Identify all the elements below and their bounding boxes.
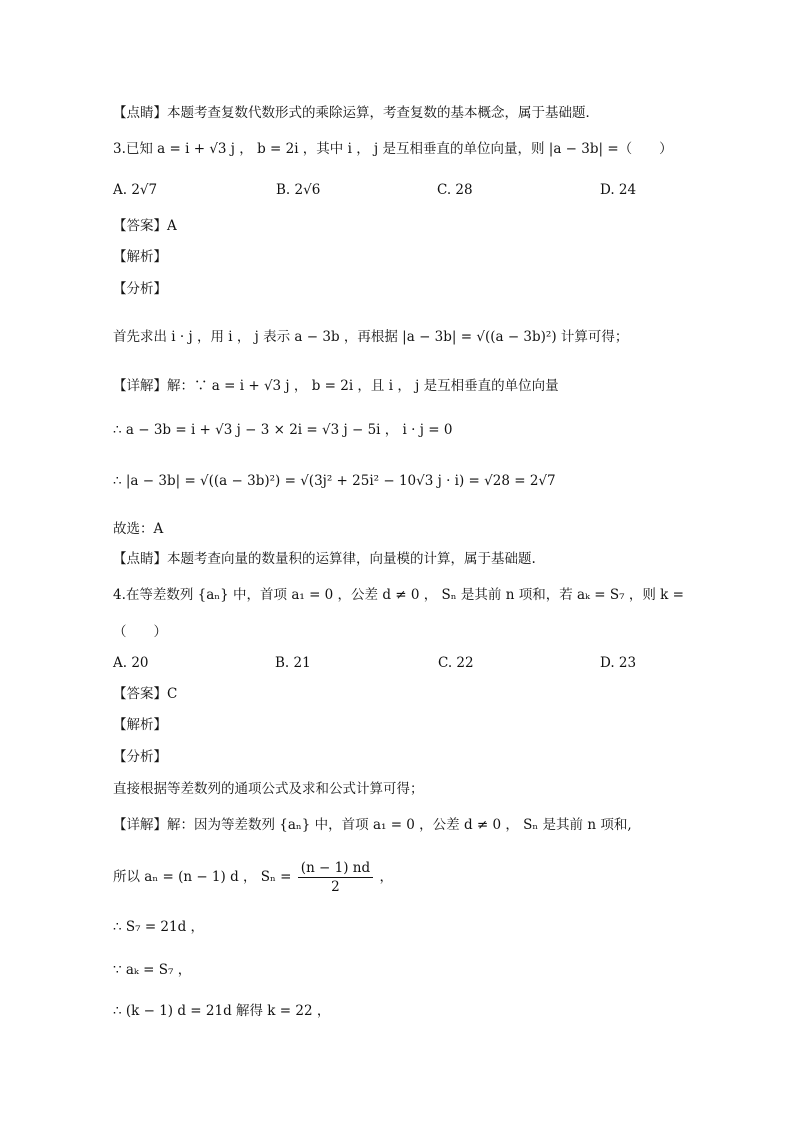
analysis-header-4: 【解析】 bbox=[113, 717, 167, 733]
detail-4-line-5: ∴ (k − 1) d = 21d 解得 k = 22 ， bbox=[113, 1003, 331, 1019]
note-line-vector: 【点睛】本题考查向量的数量积的运算律，向量模的计算，属于基础题. bbox=[113, 551, 536, 567]
q4-option-a: A. 20 bbox=[113, 655, 149, 671]
q3-option-a: A. 2√7 bbox=[113, 182, 158, 198]
detail-4-line-1: 【详解】解：因为等差数列 {aₙ} 中，首项 a₁ = 0 ，公差 d ≠ 0 ， Sₙ 是其前 n 项和, bbox=[113, 817, 632, 833]
analysis-header-3: 【解析】 bbox=[113, 249, 167, 265]
detail-3-line-3: ∴ |a − 3b| = √((a − 3b)²) = √(3j² + 25i² − 10√3 j · i) = √28 = 2√7 bbox=[113, 473, 556, 489]
fraction bbox=[298, 859, 373, 896]
detail-4-line-2 bbox=[113, 857, 393, 897]
q4-option-d: D. 23 bbox=[600, 655, 637, 671]
detail-4-line-2-suffix: ， bbox=[379, 869, 393, 885]
detail-4-line-4: ∵ aₖ = S₇ ， bbox=[113, 962, 192, 978]
fenxi-text-4: 直接根据等差数列的通项公式及求和公式计算可得； bbox=[113, 781, 424, 797]
q3-option-d: D. 24 bbox=[600, 182, 637, 198]
fraction-numerator: (n − 1) nd bbox=[298, 859, 373, 878]
question-4-paren: （ ） bbox=[113, 624, 167, 640]
q3-option-b: B. 2√6 bbox=[276, 182, 321, 198]
answer-4: 【答案】C bbox=[113, 686, 178, 702]
detail-4-line-3: ∴ S₇ = 21d ， bbox=[113, 919, 205, 935]
fenxi-header-4: 【分析】 bbox=[113, 749, 167, 765]
detail-4-line-2-prefix: 所以 aₙ = (n − 1) d ， Sₙ = bbox=[113, 869, 292, 885]
detail-3-line-1: 【详解】解：∵ a = i + √3 j ， b = 2i ，且 i ， j 是互相垂直的单位向量 bbox=[113, 378, 559, 394]
answer-3: 【答案】A bbox=[113, 218, 177, 234]
conclusion-3: 故选：A bbox=[113, 521, 164, 537]
fenxi-text-3: 首先求出 i · j ，用 i ， j 表示 a − 3b ，再根据 |a − 3b| = √((a − 3b)²) 计算可得； bbox=[113, 329, 629, 345]
detail-3-line-2: ∴ a − 3b = i + √3 j − 3 × 2i = √3 j − 5i ， i · j = 0 bbox=[113, 422, 453, 438]
question-4: 4.在等差数列 {aₙ} 中，首项 a₁ = 0 ，公差 d ≠ 0 ， Sₙ 是其前 n 项和，若 aₖ = S₇ ，则 k = bbox=[113, 587, 684, 603]
q4-option-b: B. 21 bbox=[275, 655, 311, 671]
fenxi-header-3: 【分析】 bbox=[113, 281, 167, 297]
question-3: 3.已知 a = i + √3 j ， b = 2i ，其中 i ， j 是互相垂直的单位向量，则 |a − 3b| =（ ） bbox=[113, 141, 673, 157]
fraction-denominator: 2 bbox=[331, 879, 340, 895]
q3-option-c: C. 28 bbox=[437, 182, 473, 198]
q4-option-c: C. 22 bbox=[438, 655, 474, 671]
note-line-complex: 【点睛】本题考查复数代数形式的乘除运算，考查复数的基本概念，属于基础题． bbox=[113, 105, 599, 121]
